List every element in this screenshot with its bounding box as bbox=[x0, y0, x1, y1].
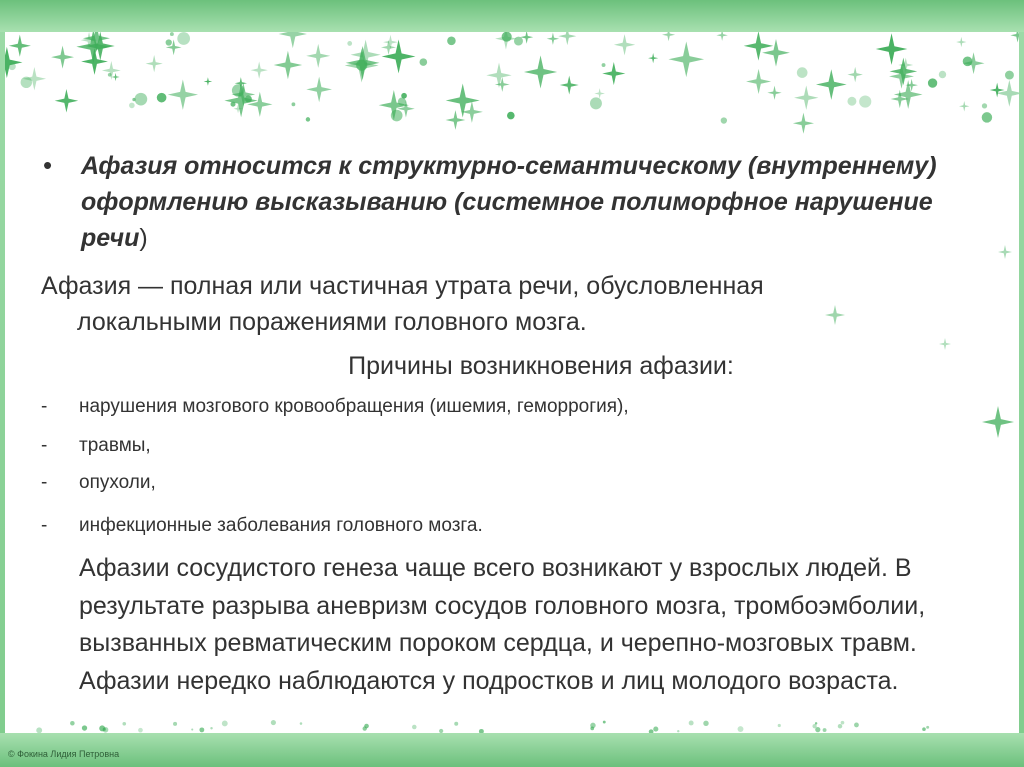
sparkle-dot bbox=[177, 32, 190, 45]
sparkle-star bbox=[204, 77, 213, 86]
sparkle-dot bbox=[199, 727, 204, 732]
sparkle-star bbox=[524, 55, 557, 88]
sparkle-star bbox=[560, 76, 579, 95]
sparkle-star bbox=[382, 40, 416, 74]
sparkle-dot bbox=[721, 117, 727, 123]
sparkle-star bbox=[716, 32, 727, 41]
sparkle-dot bbox=[926, 726, 929, 729]
sparkle-star bbox=[1010, 32, 1019, 42]
sparkle-dot bbox=[364, 724, 369, 729]
sparkle-dot bbox=[928, 78, 937, 87]
sparkle-star bbox=[558, 32, 576, 45]
sparkle-star bbox=[982, 406, 1014, 438]
sparkle-star bbox=[247, 92, 272, 117]
slide-canvas bbox=[5, 32, 1019, 733]
sparkle-dot bbox=[138, 728, 143, 733]
heading-tail-text: ) bbox=[139, 224, 148, 252]
sparkle-dot bbox=[812, 724, 816, 728]
sparkle-dot bbox=[245, 96, 252, 103]
sparkle-star bbox=[648, 53, 658, 63]
sparkle-dot bbox=[590, 97, 602, 109]
sparkle-dot bbox=[231, 102, 236, 107]
sparkle-dot bbox=[847, 97, 856, 106]
sparkle-star bbox=[279, 32, 307, 48]
sparkle-dot bbox=[232, 84, 244, 96]
cause-text: травмы, bbox=[79, 435, 151, 456]
definition-line-2: локальными поражениями головного мозга. bbox=[77, 308, 587, 336]
sparkle-dot bbox=[420, 58, 428, 66]
cause-text: опухоли, bbox=[79, 472, 156, 493]
sparkle-star bbox=[251, 62, 268, 79]
sparkle-star bbox=[746, 69, 771, 94]
sparkle-dot bbox=[859, 96, 871, 108]
sparkle-dot bbox=[191, 728, 193, 730]
sparkle-dot bbox=[823, 728, 827, 732]
sparkle-dot bbox=[36, 727, 42, 733]
sparkle-star bbox=[793, 113, 814, 134]
frame-top-border bbox=[0, 0, 1024, 32]
sparkle-dot bbox=[292, 102, 296, 106]
sparkle-star bbox=[306, 77, 332, 103]
sparkle-dot bbox=[982, 103, 987, 108]
sparkle-dot bbox=[166, 39, 172, 45]
sparkle-dot bbox=[347, 41, 352, 46]
sparkle-dot bbox=[502, 32, 512, 42]
sparkle-dot bbox=[103, 727, 109, 733]
sparkle-star bbox=[767, 86, 781, 100]
sparkle-dot bbox=[135, 93, 148, 106]
sparkle-star bbox=[168, 80, 198, 110]
sparkle-dot bbox=[963, 56, 973, 66]
definition-line-1: Афазия — полная или частичная утрата речи, обусловленная bbox=[41, 272, 764, 300]
sparkle-star bbox=[602, 62, 625, 85]
cause-dash: - bbox=[41, 472, 48, 493]
sparkle-star bbox=[547, 33, 559, 45]
sparkle-star bbox=[762, 39, 790, 67]
sparkle-dot bbox=[838, 724, 842, 728]
heading-bold-text: Афазия относится к структурно-семантическому (внутреннему) оформлению высказыванию (системное полиморфное нарушение речи bbox=[81, 152, 937, 252]
sparkle-dot bbox=[922, 727, 926, 731]
sparkle-dot bbox=[649, 729, 654, 733]
sparkle-dot bbox=[412, 725, 417, 730]
sparkle-star bbox=[55, 89, 78, 112]
sparkle-dot bbox=[222, 721, 228, 727]
sparkle-dot bbox=[738, 726, 744, 732]
sparkle-dot bbox=[841, 721, 845, 725]
sparkle-dot bbox=[689, 720, 694, 725]
sparkle-star bbox=[876, 33, 908, 65]
cause-dash: - bbox=[41, 435, 48, 456]
sparkle-star bbox=[9, 35, 31, 57]
causes-title: Причины возникновения афазии: bbox=[348, 352, 734, 380]
sparkle-dot bbox=[210, 727, 212, 729]
sparkle-star bbox=[744, 32, 773, 61]
sparkle-star bbox=[996, 80, 1019, 107]
sparkle-star bbox=[990, 83, 1005, 98]
sparkle-dot bbox=[306, 117, 310, 121]
sparkle-star bbox=[668, 41, 704, 77]
sparkle-dot bbox=[507, 112, 515, 120]
sparkle-dot bbox=[854, 723, 859, 728]
sparkle-dot bbox=[1005, 71, 1014, 80]
sparkle-star bbox=[816, 69, 847, 100]
sparkle-dot bbox=[447, 37, 456, 46]
sparkle-dot bbox=[677, 730, 679, 732]
sparkle-star bbox=[956, 37, 966, 47]
sparkle-star bbox=[998, 245, 1012, 259]
sparkle-dot bbox=[271, 720, 276, 725]
sparkle-star bbox=[794, 86, 818, 110]
author-credit: © Фокина Лидия Петровна bbox=[8, 749, 120, 759]
sparkle-dot bbox=[982, 112, 992, 122]
bullet-dot: • bbox=[43, 150, 53, 180]
slide-heading bbox=[81, 148, 961, 256]
sparkle-dot bbox=[514, 37, 523, 46]
sparkle-star bbox=[894, 80, 923, 109]
sparkle-dot bbox=[439, 729, 443, 733]
sparkle-dot bbox=[108, 73, 112, 77]
frame-bottom-border bbox=[0, 733, 1024, 767]
sparkle-star bbox=[662, 32, 675, 41]
sparkle-dot bbox=[300, 722, 303, 725]
sparkle-star bbox=[274, 51, 303, 80]
sparkle-star bbox=[890, 58, 918, 86]
sparkle-dot bbox=[653, 727, 658, 732]
sparkle-dot bbox=[173, 722, 177, 726]
sparkle-star bbox=[594, 88, 605, 99]
definition bbox=[41, 268, 981, 340]
sparkle-dot bbox=[170, 32, 174, 36]
sparkle-dot bbox=[939, 71, 946, 78]
cause-dash: - bbox=[41, 515, 48, 536]
sparkle-dot bbox=[590, 723, 595, 728]
sparkle-star bbox=[111, 73, 119, 81]
sparkle-dot bbox=[129, 103, 135, 109]
sparkle-star bbox=[306, 44, 330, 68]
sparkle-dot bbox=[70, 721, 75, 726]
sparkle-dot bbox=[603, 721, 606, 724]
sparkle-dot bbox=[479, 729, 484, 733]
sparkle-dot bbox=[703, 721, 708, 726]
sparkle-dot bbox=[602, 63, 606, 67]
sparkle-dot bbox=[797, 67, 808, 78]
sparkle-dot bbox=[815, 727, 820, 732]
sparkle-dot bbox=[778, 724, 781, 727]
sparkle-dot bbox=[122, 722, 126, 726]
sparkle-star bbox=[495, 77, 510, 92]
sparkle-dot bbox=[157, 93, 167, 103]
sparkle-star bbox=[146, 55, 163, 72]
cause-text: инфекционные заболевания головного мозга. bbox=[79, 515, 483, 536]
sparkle-star bbox=[614, 34, 635, 55]
cause-text: нарушения мозгового кровообращения (ишемия, геморрогия), bbox=[79, 396, 629, 417]
sparkle-star bbox=[847, 67, 862, 82]
sparkle-star bbox=[86, 32, 115, 60]
sparkle-star bbox=[51, 46, 74, 69]
sparkle-dot bbox=[356, 60, 367, 71]
cause-dash: - bbox=[41, 396, 48, 417]
sparkle-dot bbox=[82, 725, 87, 730]
sparkle-dot bbox=[454, 722, 458, 726]
aphasia-paragraph: Афазии сосудистого генеза чаще всего возникают у взрослых людей. В результате разрыва аневризм сосудов головного мозга, тромбоэмболии, вызванных ревматическим пороком сердца, и черепно-мозговых травм. Афазии нередко наблюдаются у подростков и лиц молодого возраста. bbox=[79, 554, 926, 695]
sparkle-star bbox=[959, 101, 969, 111]
